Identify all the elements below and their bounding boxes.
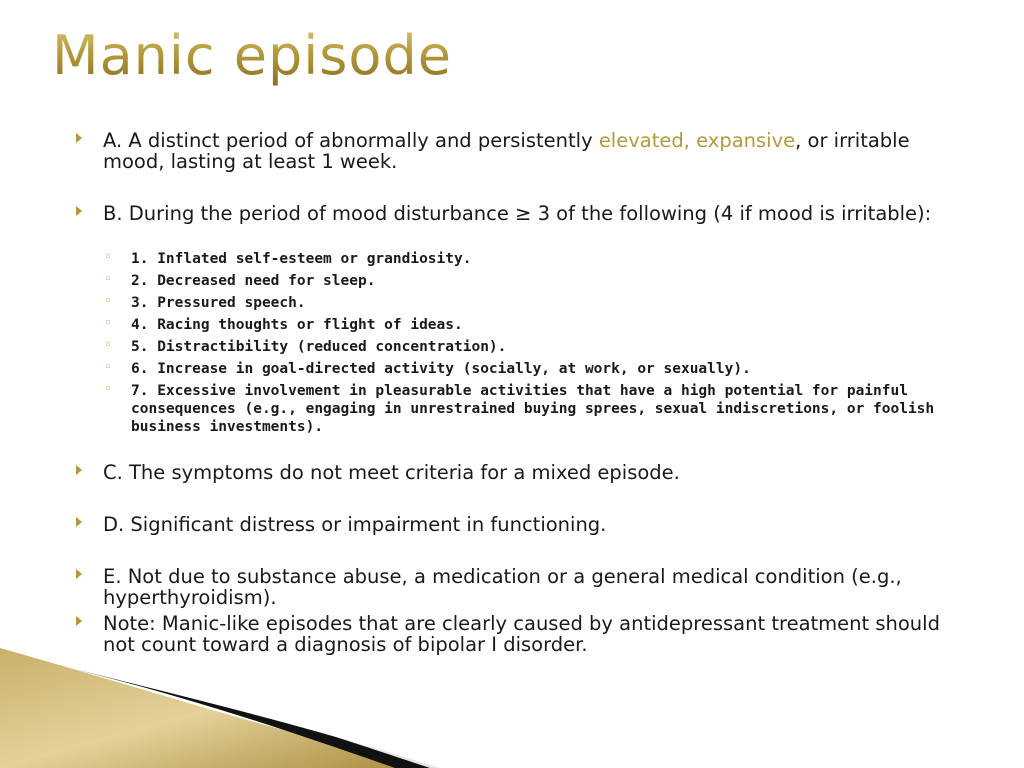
sub-item-4 — [104, 316, 964, 334]
arrow-bullet-icon — [76, 616, 82, 626]
circle-bullet-icon: ◦ — [104, 272, 112, 287]
sub-item-text: 6. Increase in goal-directed activity (socially, at work, or sexually). — [131, 361, 751, 377]
arrow-bullet-icon — [76, 133, 82, 143]
sub-item-text: 2. Decreased need for sleep. — [131, 273, 376, 289]
sub-item-2 — [104, 272, 964, 290]
bullet-e — [76, 566, 966, 608]
bullet-e-text: E. Not due to substance abuse, a medication or a general medical condition (e.g., hyperthyroidism). — [103, 565, 902, 609]
circle-bullet-icon: ◦ — [104, 382, 112, 397]
sub-item-5 — [104, 338, 964, 356]
circle-bullet-icon: ◦ — [104, 360, 112, 375]
bullet-c-text: C. The symptoms do not meet criteria for a mixed episode. — [103, 461, 680, 484]
circle-bullet-icon: ◦ — [104, 250, 112, 265]
circle-bullet-icon: ◦ — [104, 316, 112, 331]
bullet-a-highlight: elevated, expansive — [598, 129, 796, 152]
slide-title: Manic episode — [52, 24, 452, 87]
bullet-a-text — [103, 130, 966, 172]
sub-item-text: 7. Excessive involvement in pleasurable activities that have a high potential for painful consequences (e.g., engaging in unrestrained buying sprees, sexual indiscretions, or foolish business investments). — [131, 383, 935, 435]
circle-bullet-icon: ◦ — [104, 338, 112, 353]
bullet-d — [76, 514, 966, 535]
sub-item-7 — [104, 382, 964, 436]
bullet-b-text: B. During the period of mood disturbance ≥ 3 of the following (4 if mood is irritable): — [103, 202, 932, 225]
arrow-bullet-icon — [76, 206, 82, 216]
bullet-note — [76, 613, 966, 655]
sub-item-text: 3. Pressured speech. — [131, 295, 306, 311]
bullet-note-text: Note: Manic-like episodes that are clearly caused by antidepressant treatment should not count toward a diagnosis of bipolar I disorder. — [103, 612, 940, 656]
bullet-b — [76, 203, 966, 224]
circle-bullet-icon: ◦ — [104, 294, 112, 309]
bullet-a — [76, 130, 966, 172]
arrow-bullet-icon — [76, 465, 82, 475]
sub-item-6 — [104, 360, 964, 378]
bullet-c — [76, 462, 966, 483]
sub-item-1 — [104, 250, 964, 268]
sub-item-3 — [104, 294, 964, 312]
bullet-a-pre: A. A distinct period of abnormally and persistently — [103, 129, 599, 152]
arrow-bullet-icon — [76, 517, 82, 527]
sub-item-text: 5. Distractibility (reduced concentration). — [131, 339, 507, 355]
bullet-d-text: D. Significant distress or impairment in functioning. — [103, 513, 607, 536]
bullet-a-post: , or irritable mood, lasting at least 1 week. — [103, 129, 910, 173]
sub-item-text: 1. Inflated self-esteem or grandiosity. — [131, 251, 472, 267]
arrow-bullet-icon — [76, 569, 82, 579]
sub-item-text: 4. Racing thoughts or flight of ideas. — [131, 317, 463, 333]
